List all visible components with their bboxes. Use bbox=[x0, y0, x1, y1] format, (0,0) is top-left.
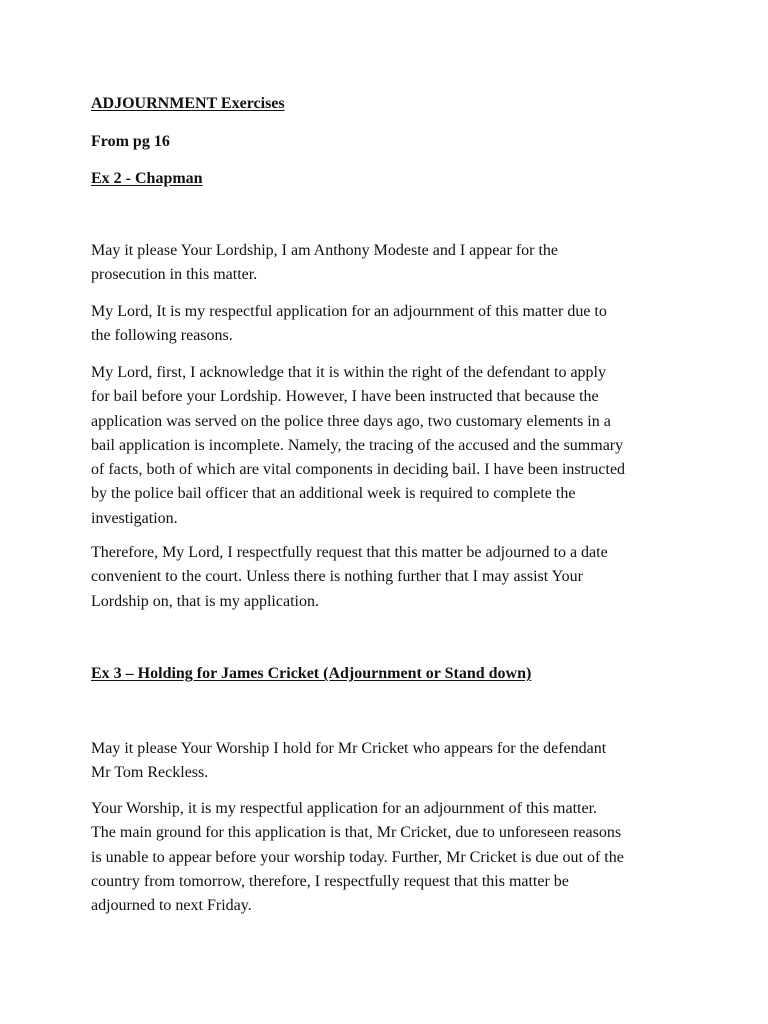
document-title bbox=[91, 94, 285, 114]
exercise-2-paragraph-3 bbox=[91, 361, 691, 531]
exercise-2-paragraph-2 bbox=[91, 300, 691, 349]
document-title-text: ADJOURNMENT Exercises bbox=[91, 95, 285, 112]
text-line: investigation. bbox=[91, 509, 178, 527]
text-line: Therefore, My Lord, I respectfully request that this matter be adjourned to a date bbox=[91, 544, 608, 561]
text-line: is unable to appear before your worship today. Further, Mr Cricket is due out of the bbox=[91, 848, 624, 866]
text-line: Your Worship, it is my respectful application for an adjournment of this matter. bbox=[91, 800, 598, 817]
text-line: Lordship on, that is my application. bbox=[91, 592, 319, 610]
text-line: The main ground for this application is that, Mr Cricket, due to unforeseen reasons bbox=[91, 824, 622, 842]
text-line: for bail before your Lordship. However, I have been instructed that because the bbox=[91, 388, 599, 406]
text-line: bail application is incomplete. Namely, the tracing of the accused and the summary bbox=[91, 436, 624, 454]
exercise-3-paragraph-1 bbox=[91, 737, 691, 786]
text-line: by the police bail officer that an additional week is required to complete the bbox=[91, 485, 576, 503]
exercise-2-paragraph-4 bbox=[91, 541, 691, 614]
text-line: May it please Your Lordship, I am Anthony Modeste and I appear for the bbox=[91, 242, 559, 259]
exercise-2-paragraph-1 bbox=[91, 239, 691, 288]
text-line: convenient to the court. Unless there is nothing further that I may assist Your bbox=[91, 568, 583, 586]
text-line: prosecution in this matter. bbox=[91, 266, 258, 284]
text-line: adjourned to next Friday. bbox=[91, 897, 252, 915]
source-reference: From pg 16 bbox=[91, 133, 170, 150]
text-line: of facts, both of which are vital components in deciding bail. I have been instructed bbox=[91, 461, 626, 479]
text-line: Mr Tom Reckless. bbox=[91, 764, 209, 782]
exercise-3-heading: Ex 3 – Holding for James Cricket (Adjournment or Stand down) bbox=[91, 665, 532, 682]
text-line: the following reasons. bbox=[91, 327, 233, 345]
text-line: country from tomorrow, therefore, I respectfully request that this matter be bbox=[91, 872, 569, 890]
text-line: May it please Your Worship I hold for Mr Cricket who appears for the defendant bbox=[91, 740, 607, 757]
text-line: My Lord, first, I acknowledge that it is within the right of the defendant to apply bbox=[91, 364, 606, 381]
text-line: My Lord, It is my respectful application for an adjournment of this matter due to bbox=[91, 303, 607, 320]
text-line: application was served on the police three days ago, two customary elements in a bbox=[91, 412, 611, 430]
exercise-2-heading: Ex 2 - Chapman bbox=[91, 170, 203, 187]
exercise-3-paragraph-2 bbox=[91, 797, 691, 918]
